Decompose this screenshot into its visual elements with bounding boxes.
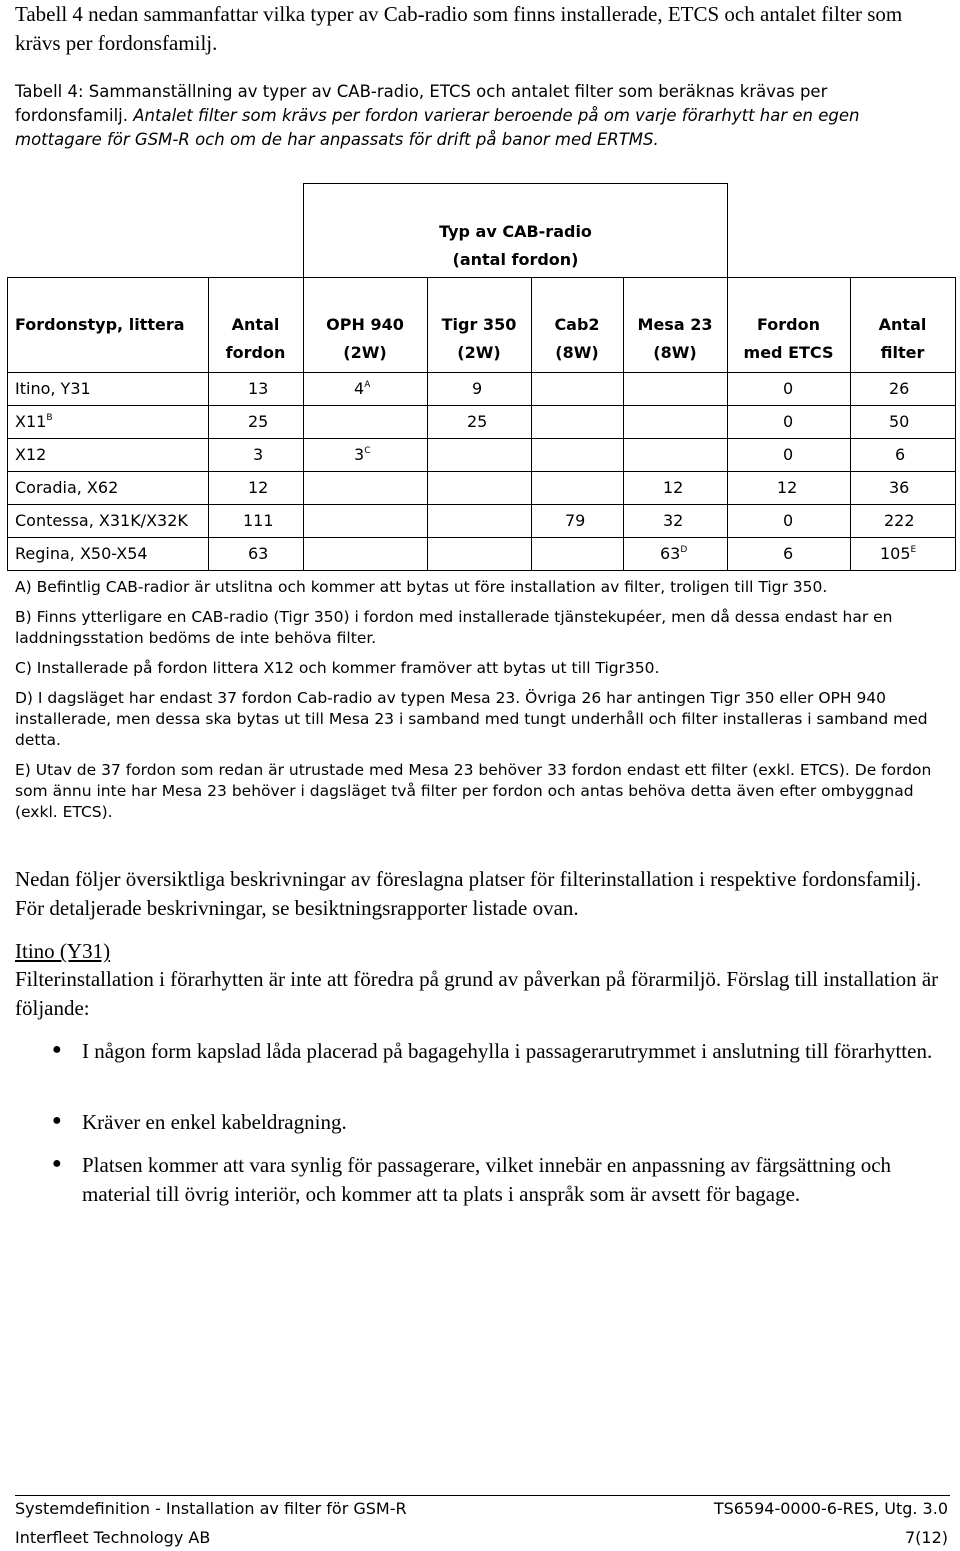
bullet-item-1: I någon form kapslad låda placerad på bagagehylla i passagerarutrymmet i anslutning till förarhytten.	[82, 1039, 933, 1063]
table-row-coradia-etcs: 12	[777, 478, 798, 497]
table-row-x12-etcs: 0	[783, 445, 794, 464]
column-header-etcs: Fordon med ETCS	[743, 315, 834, 362]
footer-divider	[15, 1495, 950, 1496]
column-header-fordonstyp: Fordonstyp, littera	[15, 315, 185, 334]
table-row-x11-tigr: 25	[467, 412, 488, 431]
caption-note: Antalet filter som krävs per fordon varierar beroende på om varje förarhytt har en egen mottagare för GSM-R och om de har anpassats för drift på banor med ERTMS.	[15, 106, 860, 149]
table-row-x11-antal: 25	[248, 412, 269, 431]
table-row-coradia-filter: 36	[889, 478, 910, 497]
table-row-contessa-etcs: 0	[783, 511, 794, 530]
table-row-regina-mesa: $63^D$	[660, 544, 688, 563]
table-row-x12-oph: $3^C$	[354, 445, 371, 464]
table-row-itino-oph: $4^A$	[354, 379, 371, 398]
column-header-mesa23: Mesa 23 (8W)	[637, 315, 713, 362]
footnote-c: C) Installerade på fordon littera X12 och kommer framöver att bytas ut till Tigr350.	[15, 659, 660, 677]
table-row-coradia-name: Coradia, X62	[15, 478, 119, 497]
footer-document-id: TS6594-0000-6-RES, Utg. 3.0	[713, 1499, 948, 1518]
footer-page-number: 7(12)	[904, 1528, 948, 1547]
group-header: Typ av CAB-radio (antal fordon)	[439, 222, 592, 269]
footer-company: Interfleet Technology AB	[15, 1528, 211, 1547]
column-header-cab2: Cab2 (8W)	[554, 315, 600, 362]
column-header-antal-fordon: Antal fordon	[225, 315, 286, 362]
column-header-oph940: OPH 940 (2W)	[326, 315, 404, 362]
footnote-e: E) Utav de 37 fordon som redan är utrustade med Mesa 23 behöver 33 fordon endast ett filter (exkl. ETCS). De fordon som ännu inte har Mesa 23 behöver i dagsläget två filter per fordon och antas behöva detta även efter ombyggnad (exkl. ETCS).	[15, 761, 932, 821]
bullet-icon: ●	[52, 1155, 62, 1172]
bullet-icon: ●	[52, 1112, 62, 1129]
table-row-x11-filter: 50	[889, 412, 910, 431]
intro-paragraph: Tabell 4 nedan sammanfattar vilka typer av Cab-radio som finns installerade, ETCS och antalet filter som krävs per fordonsfamilj.	[15, 2, 903, 55]
table-row-contessa-name: Contessa, X31K/X32K	[15, 511, 188, 530]
table-row-contessa-mesa: 32	[663, 511, 684, 530]
table-row-itino-etcs: 0	[783, 379, 794, 398]
table-row-itino-tigr: 9	[472, 379, 483, 398]
bullet-icon: ●	[52, 1041, 62, 1058]
footer-document-title: Systemdefinition - Installation av filter för GSM-R	[15, 1499, 407, 1518]
table-row-contessa-cab2: 79	[565, 511, 586, 530]
table-row-x12-antal: 3	[253, 445, 264, 464]
table-row-x11-etcs: 0	[783, 412, 794, 431]
table-row-contessa-filter: 222	[884, 511, 915, 530]
table-row-contessa-antal: 111	[243, 511, 274, 530]
table-row-regina-filter: $105^E$	[880, 544, 917, 563]
section-heading-itino: Itino (Y31)	[15, 939, 111, 963]
column-header-tigr350: Tigr 350 (2W)	[441, 315, 517, 362]
table-row-x12-name: X12	[15, 445, 47, 464]
table-row-itino-name: Itino, Y31	[15, 379, 91, 398]
bullet-item-3: Platsen kommer att vara synlig för passagerare, vilket innebär en anpassning av färgsättning och material till övrig interiör, och kommer att ta plats i anspråk som är avsett för bagage.	[82, 1153, 892, 1206]
overview-paragraph: Nedan följer översiktliga beskrivningar av föreslagna platser för filterinstallation i respektive fordonsfamilj. För detaljerade beskrivningar, se besiktningsrapporter listade ovan.	[15, 867, 922, 920]
section-text-itino: Filterinstallation i förarhytten är inte att föredra på grund av påverkan på förarmiljö. Förslag till installation är följande:	[15, 967, 939, 1020]
table-row-itino-antal: 13	[248, 379, 269, 398]
bullet-item-2: Kräver en enkel kabeldragning.	[82, 1110, 347, 1134]
caption-title: Tabell 4: Sammanställning av typer av CAB-radio, ETCS och antalet filter som beräknas krävas per fordonsfamilj.	[15, 82, 828, 125]
table-row-itino-filter: 26	[889, 379, 910, 398]
footnote-b: B) Finns ytterligare en CAB-radio (Tigr 350) i fordon med installerade tjänstekupéer, men då dessa endast har en laddningsstation bedöms de inte behöva filter.	[15, 608, 893, 647]
table-row-x12-filter: 6	[895, 445, 906, 464]
column-header-antal-filter: Antal filter	[878, 315, 927, 362]
table-footnotes	[15, 577, 950, 832]
table-row-regina-etcs: 6	[783, 544, 794, 563]
table-row-coradia-antal: 12	[248, 478, 269, 497]
footnote-a: A) Befintlig CAB-radior är utslitna och kommer att bytas ut före installation av filter, troligen till Tigr 350.	[15, 578, 828, 596]
footnote-d: D) I dagsläget har endast 37 fordon Cab-radio av typen Mesa 23. Övriga 26 har antingen Tigr 350 eller OPH 940 installerade, men dessa ska bytas ut till Mesa 23 i samband med tungt underhåll och filter installeras i samband med detta.	[15, 689, 928, 749]
table-caption	[15, 80, 945, 152]
table-row-x11-name: $X11^B$	[15, 412, 53, 431]
table-row-coradia-mesa: 12	[663, 478, 684, 497]
table-row-regina-name: Regina, X50-X54	[15, 544, 148, 563]
table-row-regina-antal: 63	[248, 544, 269, 563]
